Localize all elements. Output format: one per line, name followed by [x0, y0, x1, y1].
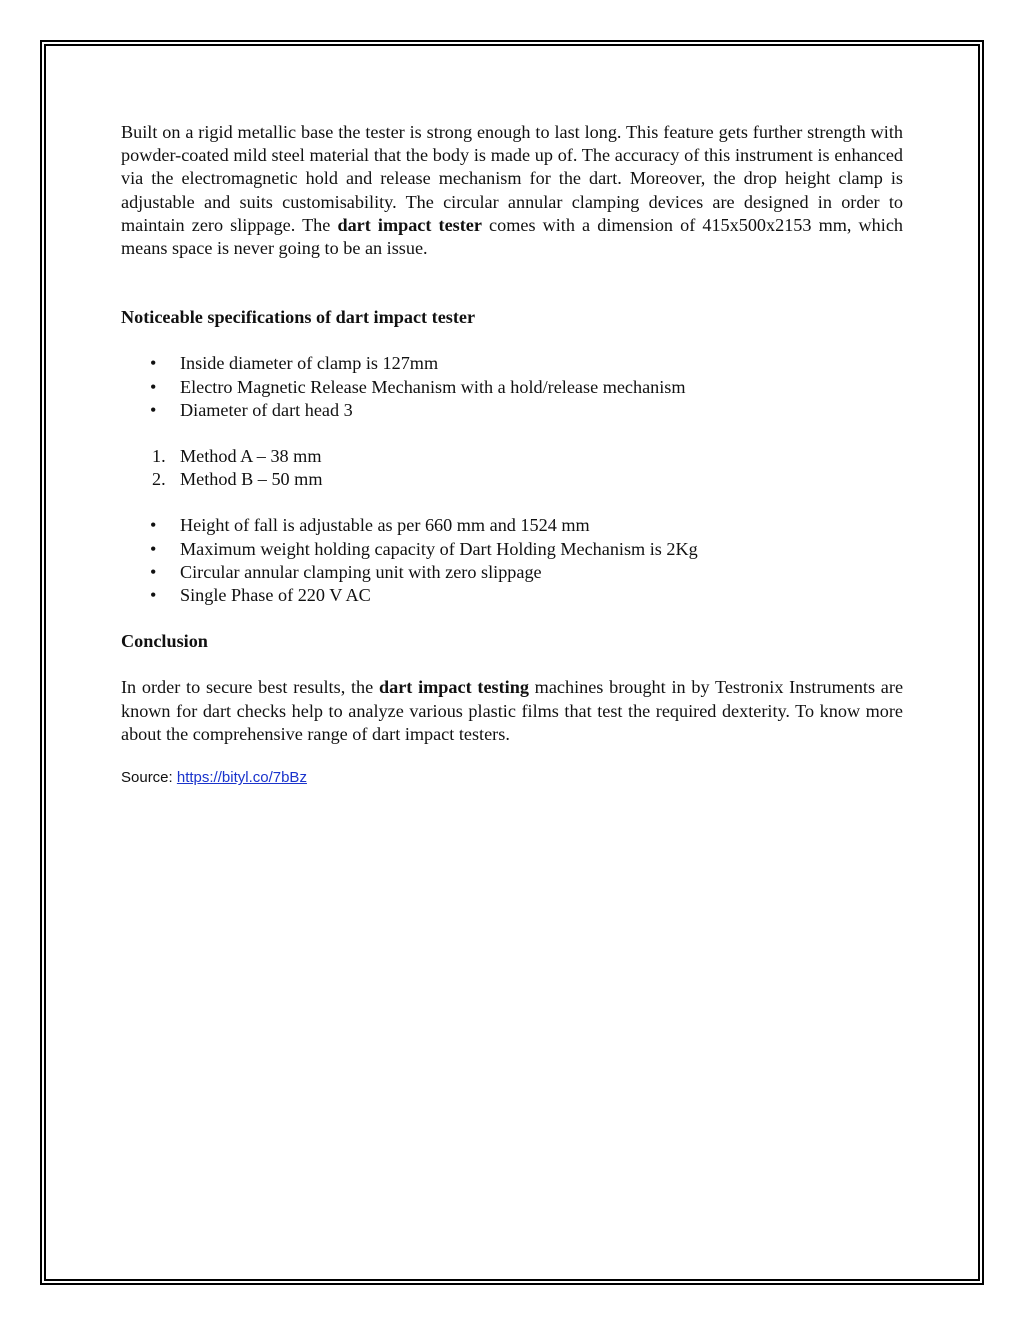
bullet-icon: • — [150, 538, 157, 559]
conclusion-paragraph — [121, 676, 903, 746]
list-item-text: Diameter of dart head 3 — [180, 399, 353, 420]
spacer — [121, 422, 903, 445]
list-item — [121, 376, 903, 399]
specs-list-1 — [121, 352, 903, 422]
bullet-icon: • — [150, 376, 157, 397]
list-item — [121, 538, 903, 561]
list-item — [121, 561, 903, 584]
spacer — [121, 653, 903, 676]
list-item — [121, 468, 903, 491]
conclusion-text-2: machines brought in by Testronix Instruments are known for dart checks help to analyze various plastic films that test the required dexterity. To know more about the comprehensive range of dart impact testers. — [121, 677, 904, 744]
list-item — [121, 584, 903, 607]
list-item — [121, 514, 903, 537]
list-number: 2. — [152, 469, 166, 490]
conclusion-heading: Conclusion — [121, 631, 208, 652]
bullet-icon: • — [150, 353, 157, 374]
source-link[interactable]: https://bityl.co/7bBz — [176, 769, 307, 787]
intro-bold-term: dart impact tester — [337, 214, 482, 235]
spacer — [121, 607, 903, 630]
intro-text-2: comes with a dimension of 415x500x2153 mm, which means space is never going to be an issue. — [121, 214, 903, 259]
list-item-text: Single Phase of 220 V AC — [180, 585, 371, 606]
specs-list-2 — [121, 514, 903, 607]
spacer — [121, 329, 903, 352]
list-item-text: Inside diameter of clamp is 127mm — [180, 353, 439, 374]
list-item — [121, 399, 903, 422]
bullet-icon: • — [150, 585, 157, 606]
bullet-icon: • — [150, 561, 157, 582]
intro-text-1: Built on a rigid metallic base the tester is strong enough to last long. This feature gets further strength with powder-coated mild steel material that the body is made up of. The accuracy of this instrument is enhanced via the electromagnetic hold and release mechanism for the dart. Moreover, the drop height clamp is adjustable and suits customisability. The circular annular clamping devices are designed in order to maintain zero slippage. The — [121, 122, 903, 235]
conclusion-text-1: In order to secure best results, the — [121, 677, 379, 698]
document-body — [121, 121, 903, 788]
list-item-text: Circular annular clamping unit with zero slippage — [180, 561, 542, 582]
list-item-text: Method B – 50 mm — [180, 469, 323, 490]
methods-list — [121, 445, 903, 491]
list-item-text: Height of fall is adjustable as per 660 mm and 1524 mm — [180, 515, 590, 536]
spacer — [121, 491, 903, 514]
bullet-icon: • — [150, 515, 157, 536]
list-item-text: Maximum weight holding capacity of Dart Holding Mechanism is 2Kg — [180, 538, 698, 559]
source-label: Source: — [121, 769, 177, 787]
list-number: 1. — [152, 446, 166, 467]
list-item-text: Electro Magnetic Release Mechanism with a hold/release mechanism — [180, 376, 686, 397]
list-item — [121, 352, 903, 375]
spacer — [121, 260, 903, 306]
specs-heading: Noticeable specifications of dart impact tester — [121, 307, 476, 328]
source-line — [121, 768, 903, 788]
intro-paragraph — [121, 121, 903, 260]
conclusion-bold-term: dart impact testing — [378, 677, 529, 698]
bullet-icon: • — [150, 399, 157, 420]
list-item — [121, 445, 903, 468]
list-item-text: Method A – 38 mm — [180, 446, 322, 467]
